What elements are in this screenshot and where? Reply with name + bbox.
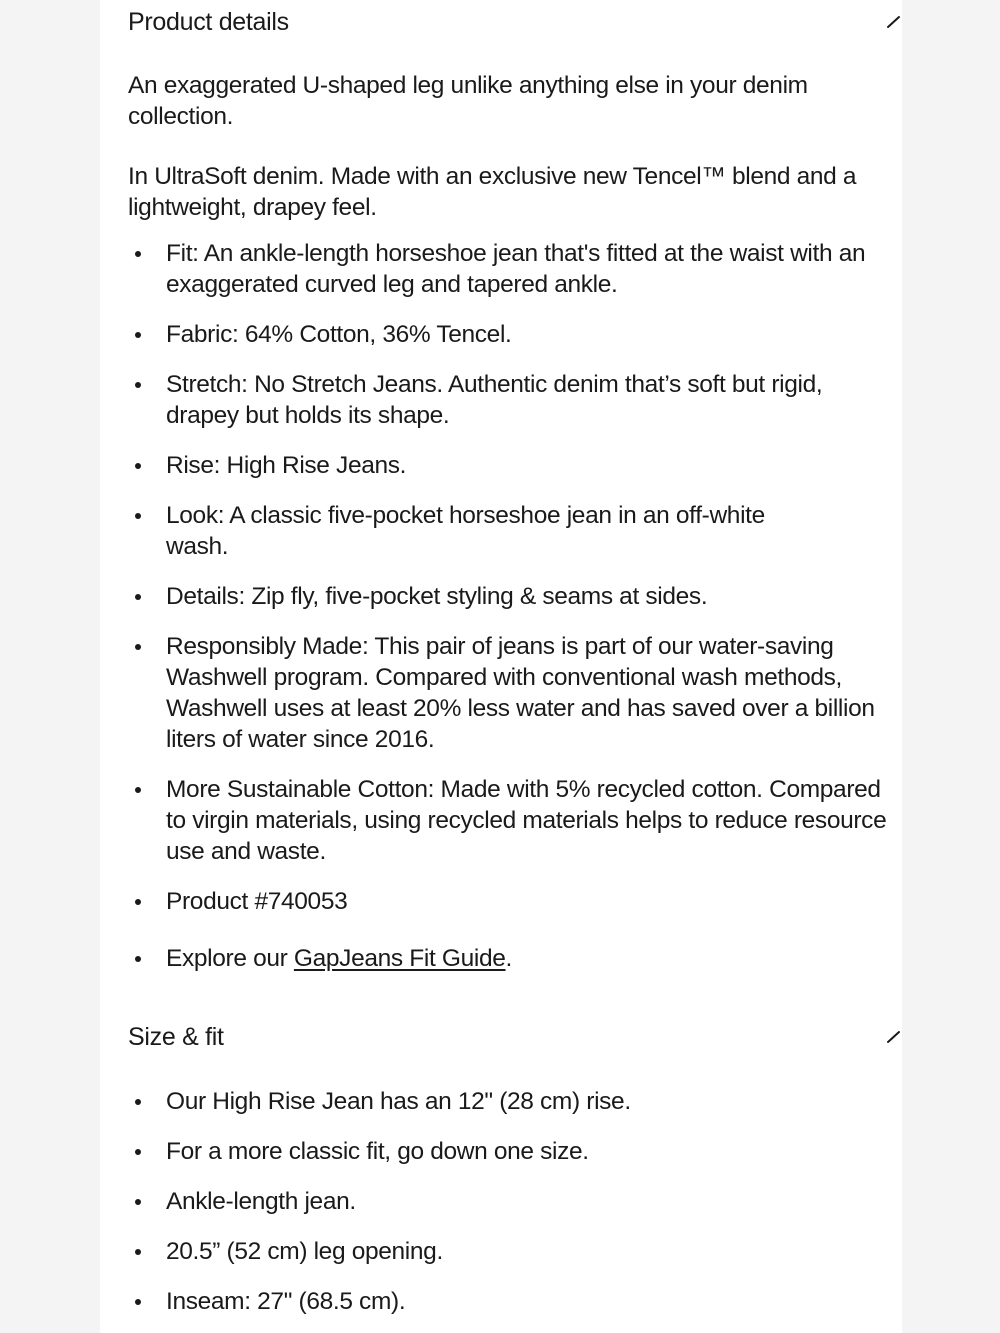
right-margin <box>902 0 1000 1333</box>
list-item-fabric: Fabric: 64% Cotton, 36% Tencel. <box>128 319 888 350</box>
product-material-text: In UltraSoft denim. Made with an exclusive new Tencel™ blend and a lightweight, drapey feel. <box>128 163 857 221</box>
product-details-list-part <box>128 319 888 350</box>
size-fit-list-part <box>128 1286 888 1317</box>
list-item-responsibly-made: Responsibly Made: This pair of jeans is part of our water-saving Washwell program. Compared with conventional wash methods, Washwell uses at least 20% less water and has saved over a billion liters of water since 2016. <box>128 631 888 755</box>
size-fit-title: Size & fit <box>128 1023 224 1051</box>
list-item-size-advice: For a more classic fit, go down one size. <box>128 1136 888 1167</box>
list-item-details: Details: Zip fly, five-pocket styling & seams at sides. <box>128 581 888 612</box>
product-details-header[interactable] <box>128 0 888 44</box>
product-intro-text: An exaggerated U-shaped leg unlike anything else in your denim collection. <box>128 72 808 130</box>
size-fit-list-part <box>128 1186 888 1217</box>
product-details-list-part <box>128 631 888 755</box>
list-item-fit: Fit: An ankle-length horseshoe jean that's fitted at the waist with an exaggerated curved leg and tapered ankle. <box>128 238 888 300</box>
size-fit-list <box>128 1086 888 1117</box>
product-info-panel <box>100 0 902 1333</box>
product-details-list-part <box>128 774 888 867</box>
list-item-length: Ankle-length jean. <box>128 1186 888 1217</box>
product-details-list <box>128 238 888 300</box>
product-details-list-part <box>128 581 888 612</box>
size-fit-chevron-up-icon[interactable] <box>887 1029 903 1045</box>
list-item-stretch: Stretch: No Stretch Jeans. Authentic denim that’s soft but rigid, drapey but holds its shape. <box>128 369 888 431</box>
product-details-title: Product details <box>128 8 289 36</box>
list-item-explore <box>128 943 888 974</box>
list-item-product-number: Product #740053 <box>128 886 888 917</box>
size-fit-list-part <box>128 1136 888 1167</box>
product-details-list-part <box>128 943 888 974</box>
list-item-look: Look: A classic five-pocket horseshoe jean in an off-white wash. <box>128 500 888 562</box>
list-item-leg-opening: 20.5” (52 cm) leg opening. <box>128 1236 888 1267</box>
list-item-rise: Rise: High Rise Jeans. <box>128 450 888 481</box>
list-item-sustainable-cotton: More Sustainable Cotton: Made with 5% recycled cotton. Compared to virgin materials, using recycled materials helps to reduce resource use and waste. <box>128 774 888 867</box>
product-details-list-part <box>128 369 888 431</box>
product-details-list-part <box>128 886 888 917</box>
product-details-chevron-up-icon[interactable] <box>887 14 903 30</box>
product-info-content <box>128 0 888 1317</box>
product-details-list-part <box>128 450 888 481</box>
list-item-inseam: Inseam: 27" (68.5 cm). <box>128 1286 888 1317</box>
explore-suffix: . <box>505 945 512 972</box>
product-details-list-part <box>128 500 888 562</box>
left-margin <box>0 0 100 1333</box>
size-fit-list-part <box>128 1236 888 1267</box>
size-fit-header[interactable] <box>128 1015 888 1059</box>
explore-prefix: Explore our <box>166 945 294 972</box>
list-item-rise-measure: Our High Rise Jean has an 12" (28 cm) rise. <box>128 1086 888 1117</box>
fit-guide-link[interactable]: GapJeans Fit Guide <box>293 945 506 972</box>
